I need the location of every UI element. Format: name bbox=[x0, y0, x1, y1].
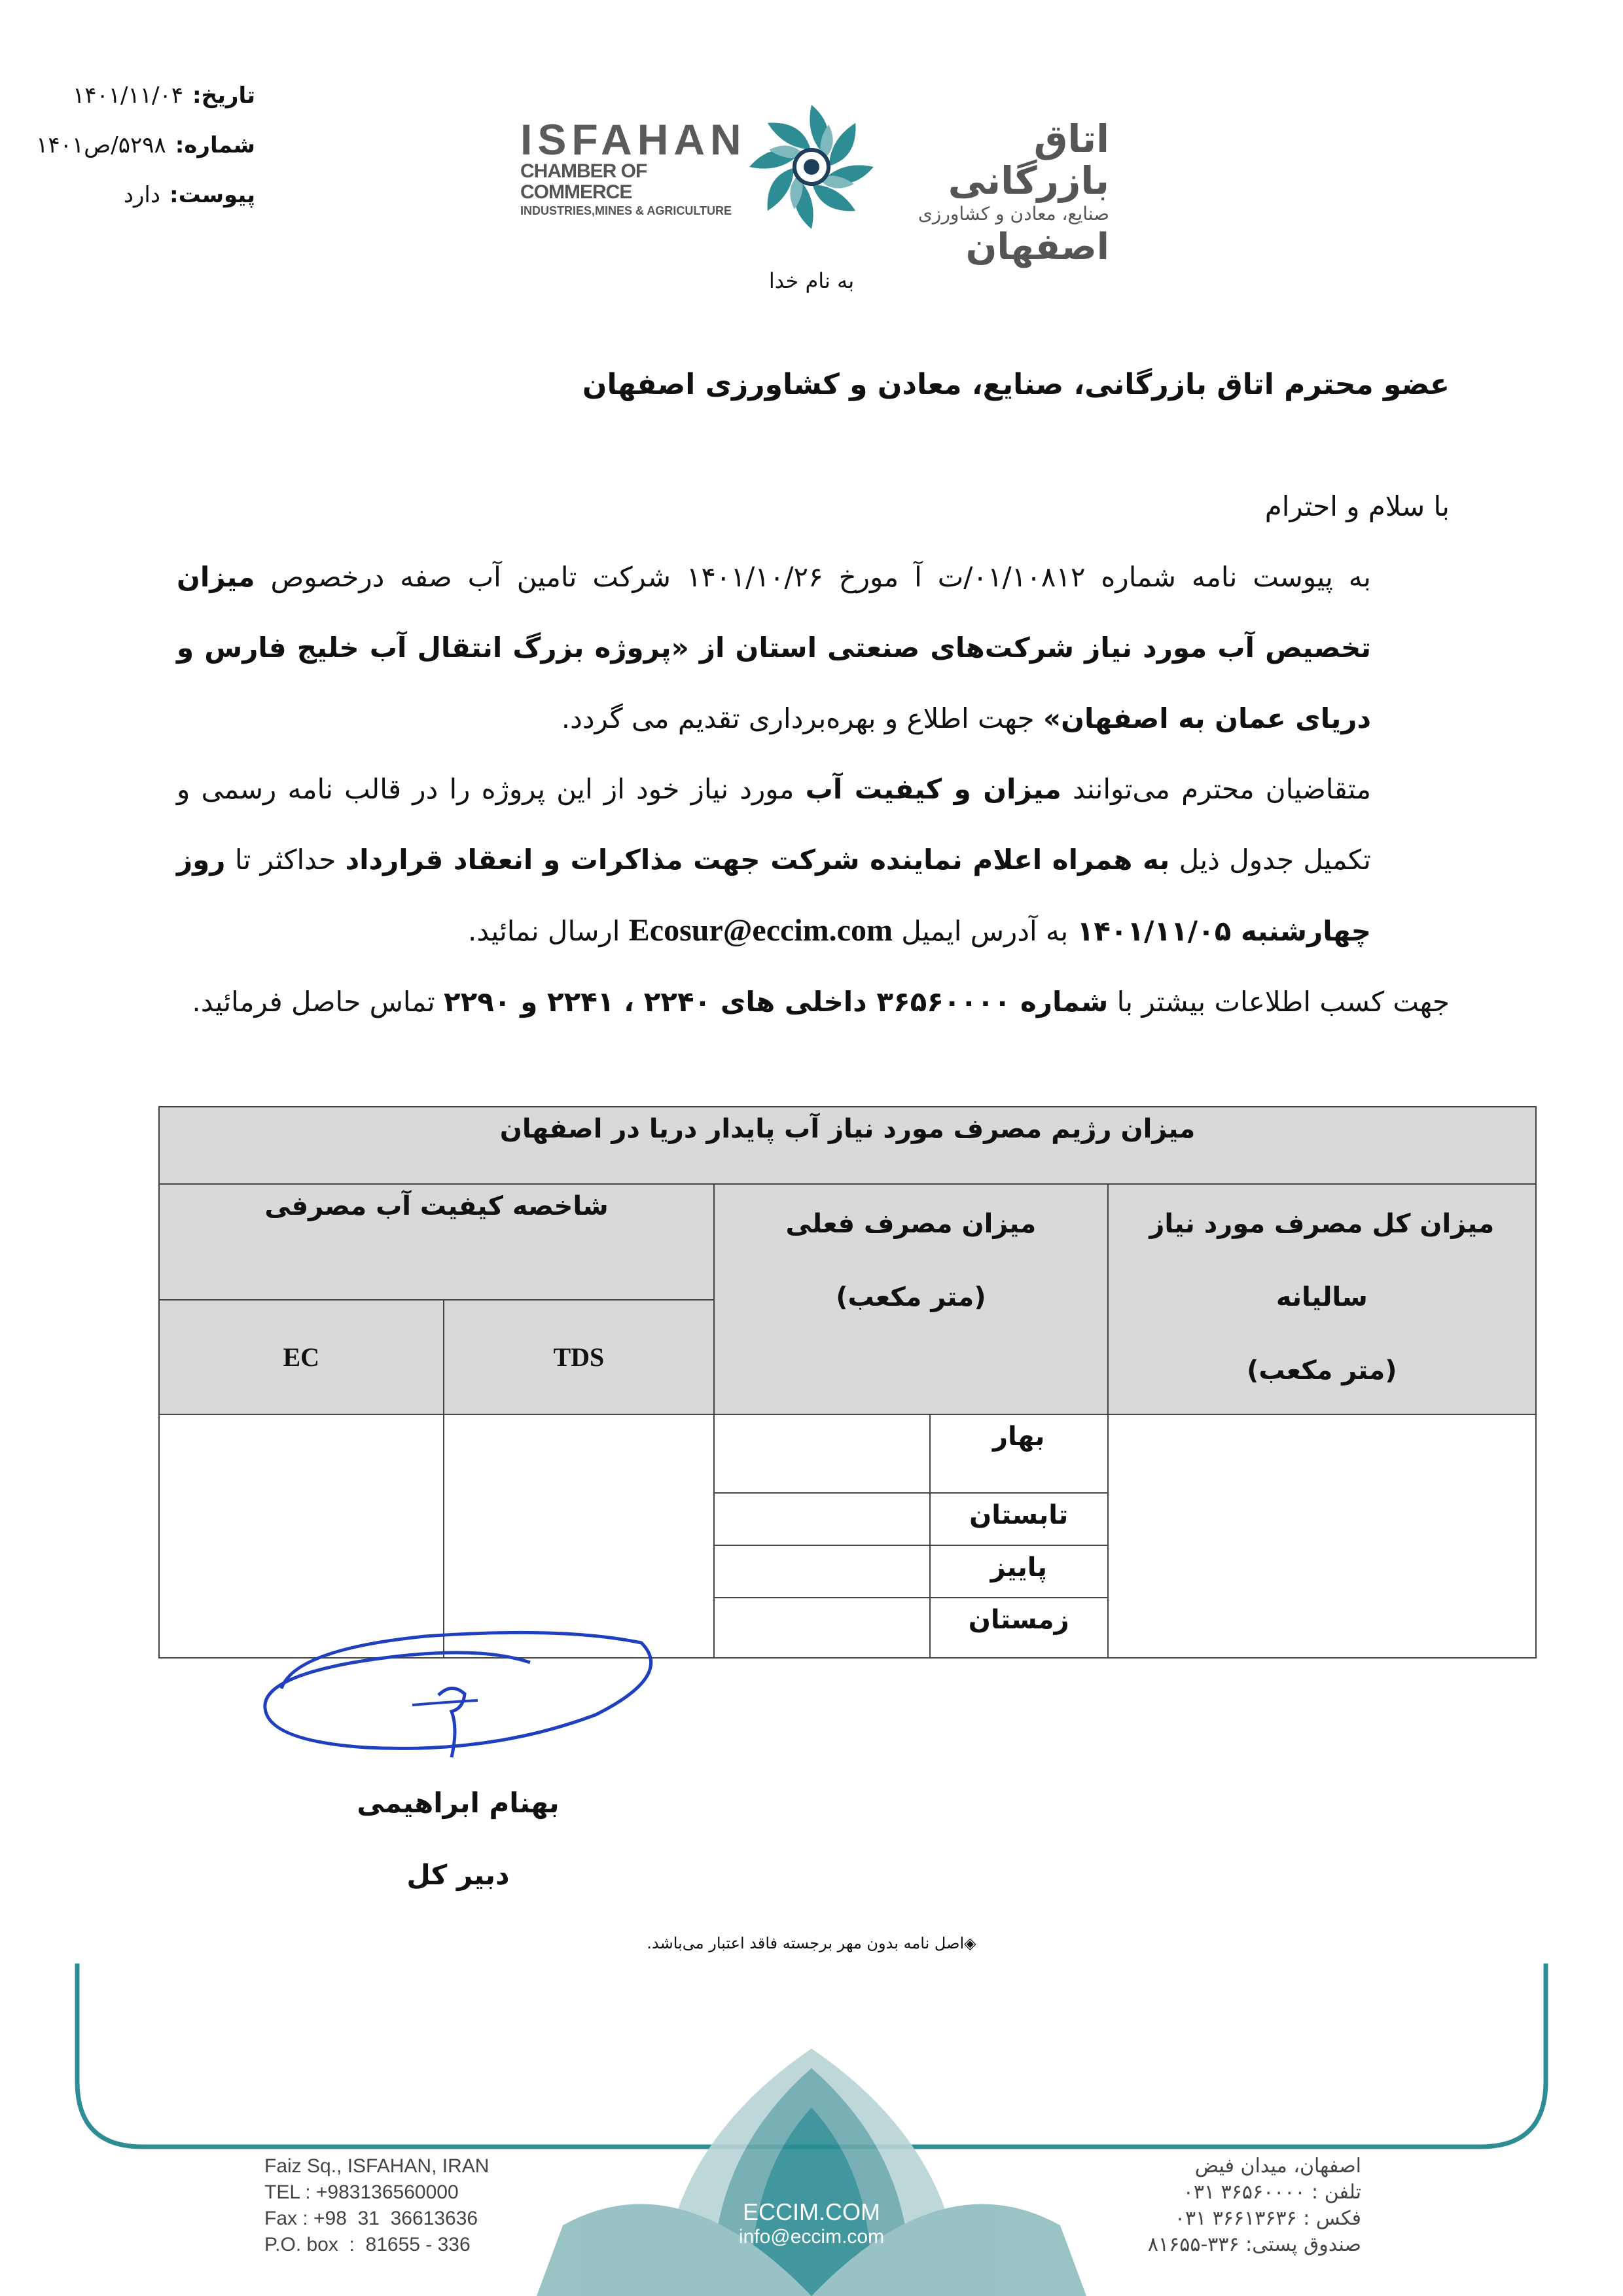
cell-current-summer[interactable] bbox=[714, 1493, 930, 1545]
greeting: با سلام و احترام bbox=[1264, 490, 1450, 522]
signatory-title: دبیر کل bbox=[406, 1859, 510, 1891]
cell-current-winter[interactable] bbox=[714, 1598, 930, 1658]
logo-en-line3: INDUSTRIES,MINES & AGRICULTURE bbox=[520, 204, 732, 217]
logo-english-text bbox=[520, 115, 747, 219]
letter-body bbox=[177, 471, 1450, 1037]
season-label-summer: تابستان bbox=[930, 1493, 1108, 1545]
col-current-line2: (متر مکعب) bbox=[836, 1282, 986, 1312]
date-row bbox=[20, 71, 255, 120]
basmala: به نام خدا bbox=[768, 268, 855, 293]
cell-current-spring[interactable] bbox=[714, 1414, 930, 1493]
p1-text-a: به پیوست نامه شماره ۰۱/۱۰۸۱۲/ت آ مورخ ۱۴۰۱/۱۰/۲۶ شرکت تامین آب صفه درخصوص bbox=[270, 561, 1371, 593]
footer-web bbox=[707, 2199, 916, 2249]
col-current-line1: میزان مصرف فعلی bbox=[785, 1209, 1037, 1239]
paragraph-2 bbox=[177, 754, 1450, 967]
p1-text-bold: میزان تخصیص آب مورد نیاز شرکت‌های صنعتی استان از «پروژه بزرگ انتقال آب خلیج فارس و دریای عمان به اصفهان» bbox=[177, 561, 1371, 734]
letter-meta bbox=[20, 71, 255, 220]
footer-contact-persian bbox=[1060, 2153, 1361, 2258]
handwritten-signature bbox=[255, 1617, 661, 1774]
attachment-value: دارد bbox=[123, 182, 160, 208]
footer-fa-address: اصفهان، میدان فیض bbox=[1194, 2155, 1361, 2178]
water-demand-table bbox=[158, 1106, 1537, 1659]
logo-persian-text bbox=[887, 118, 1109, 268]
col-total-line1: میزان کل مصرف مورد نیاز سالیانه bbox=[1149, 1209, 1495, 1312]
footer-email[interactable]: info@eccim.com bbox=[738, 2226, 885, 2248]
date-value: ۱۴۰۱/۱۱/۰۴ bbox=[73, 82, 184, 109]
validity-note: ◈اصل نامه بدون مهر برجسته فاقد اعتبار می‌باشد. bbox=[647, 1934, 976, 1952]
footer-en-address: Faiz Sq., ISFAHAN, IRAN bbox=[264, 2155, 490, 2177]
footer-flower-graphic bbox=[537, 2049, 1086, 2296]
cell-total-value[interactable] bbox=[1108, 1414, 1536, 1658]
number-value: ۵۲۹۸/ص۱۴۰۱ bbox=[36, 132, 166, 158]
p2-text-c: مورد نیاز خود از این پروژه را در قالب نامه رسمی و تکمیل جدول ذیل bbox=[177, 773, 1371, 876]
logo-en-line2: CHAMBER OF COMMERCE bbox=[520, 160, 647, 203]
footer-fa-fax: فکس : ۳۶۶۱۳۶۳۶ ۰۳۱ bbox=[1174, 2207, 1361, 2230]
paragraph-3 bbox=[177, 967, 1450, 1037]
footer-contact-english bbox=[264, 2153, 489, 2258]
footer-website[interactable]: ECCIM.COM bbox=[743, 2198, 880, 2225]
table-title: میزان رژیم مصرف مورد نیاز آب پایدار دریا در اصفهان bbox=[159, 1107, 1536, 1184]
season-label-winter: زمستان bbox=[930, 1598, 1108, 1658]
cell-current-autumn[interactable] bbox=[714, 1545, 930, 1598]
signatory-name: بهنام ابراهیمی bbox=[357, 1787, 560, 1819]
p2-text-b: میزان و کیفیت آب bbox=[805, 773, 1061, 805]
p2-text-f: روز چهارشنبه ۱۴۰۱/۱۱/۰۵ bbox=[177, 844, 1371, 947]
date-label: تاریخ: bbox=[192, 82, 255, 109]
season-label-spring: بهار bbox=[930, 1414, 1108, 1493]
logo-fa-line3: اصفهان bbox=[965, 226, 1109, 268]
logo-fa-line1: اتاق بازرگانی bbox=[948, 117, 1109, 203]
col-total-line2: (متر مکعب) bbox=[1247, 1355, 1397, 1386]
footer-fa-po: صندوق پستی: ۳۳۶-۸۱۶۵۵ bbox=[1147, 2233, 1361, 2256]
p2-text-d: به همراه اعلام نماینده شرکت جهت مذاکرات و انعقاد قرارداد bbox=[345, 844, 1170, 876]
p3-text-c: تماس حاصل فرمائید. bbox=[192, 986, 435, 1018]
season-label-autumn: پاییز bbox=[930, 1545, 1108, 1598]
paragraph-1 bbox=[177, 542, 1450, 754]
logo-en-line1: ISFAHAN bbox=[520, 115, 747, 164]
col-header-total bbox=[1108, 1184, 1536, 1414]
signatory bbox=[353, 1767, 563, 1911]
p1-text-c: جهت اطلاع و بهره‌برداری تقدیم می گردد. bbox=[561, 702, 1035, 734]
footer-en-fax: Fax : +98 31 36613636 bbox=[264, 2208, 478, 2229]
col-header-tds: TDS bbox=[444, 1300, 715, 1414]
attachment-row bbox=[20, 170, 255, 220]
email-address[interactable]: Ecosur@eccim.com bbox=[628, 913, 893, 948]
p3-text-b: شماره ۳۶۵۶۰۰۰۰ داخلی های ۲۲۴۰ ، ۲۲۴۱ و ۲۲۹۰ bbox=[444, 986, 1109, 1018]
p2-text-e: حداکثر تا bbox=[234, 844, 336, 876]
p3-text-a: جهت کسب اطلاعات بیشتر با bbox=[1116, 986, 1450, 1018]
chamber-logo-icon bbox=[746, 101, 877, 232]
number-label: شماره: bbox=[175, 132, 255, 158]
p2-text-h: ارسال نمائید. bbox=[468, 915, 620, 947]
footer-en-po: P.O. box : 81655 - 336 bbox=[264, 2234, 471, 2255]
footer-fa-tel: تلفن : ۳۶۵۶۰۰۰۰ ۰۳۱ bbox=[1183, 2181, 1361, 2204]
number-row bbox=[20, 120, 255, 170]
footer-en-tel: TEL : +983136560000 bbox=[264, 2181, 459, 2203]
p2-text-g: به آدرس ایمیل bbox=[901, 915, 1069, 947]
addressee: عضو محترم اتاق بازرگانی، صنایع، معادن و کشاورزی اصفهان bbox=[582, 368, 1450, 401]
logo-fa-line2: صنایع، معادن و کشاورزی bbox=[918, 203, 1109, 224]
attachment-label: پیوست: bbox=[169, 182, 255, 208]
p2-text-a: متقاضیان محترم می‌توانند bbox=[1072, 773, 1371, 805]
col-header-ec: EC bbox=[159, 1300, 444, 1414]
col-header-quality: شاخصه کیفیت آب مصرفی bbox=[159, 1184, 714, 1300]
col-header-current bbox=[714, 1184, 1107, 1414]
